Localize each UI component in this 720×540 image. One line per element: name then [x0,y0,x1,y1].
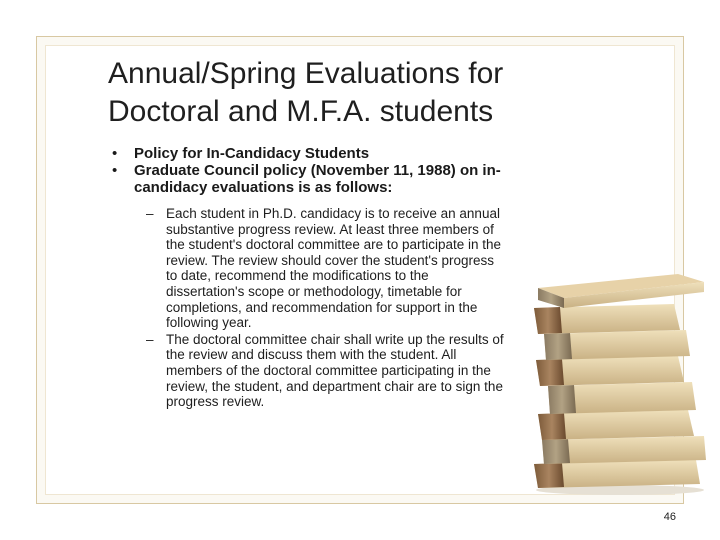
book-5 [536,356,684,386]
book-6 [544,330,690,360]
bullet-marker: • [112,145,118,162]
slide-title [108,55,578,131]
book-8 [538,274,704,308]
sub-bullet-marker: – [146,331,154,347]
bullet-item [112,145,522,162]
bullet-text: Policy for In-Candidacy Students [134,145,370,162]
book-1 [534,460,700,488]
bullet-list [112,145,522,196]
sub-bullet-text: The doctoral committee chair shall write up the results of the review and discuss them with the student. All members of the doctoral committee participating in the review, the student, and department chair are to sign the progress review. [166,331,504,410]
book-3 [538,410,694,440]
bullet-text: Graduate Council policy (November 11, 1988) on in-candidacy evaluations is as follows: [134,162,501,196]
sub-bullet-item [146,206,506,331]
title-line-1: Annual/Spring Evaluations for [108,57,504,90]
title-line-2: Doctoral and M.F.A. students [108,95,494,128]
sub-bullet-marker: – [146,206,154,221]
book-2 [542,436,706,464]
sub-bullet-list [146,206,506,411]
bullet-item [112,162,522,196]
book-4 [548,382,696,414]
sub-bullet-item [146,332,506,410]
book-stack-image [528,264,712,496]
book-7 [534,304,680,334]
page-number: 46 [663,511,676,523]
sub-bullet-text: Each student in Ph.D. candidacy is to receive an annual substantive progress review. At least three members of the student's doctoral committee are to participate in the review. The review should cover the student's progress to date, recommend the modifications to the dissertation's scope or methodology, timetable for completions, and recommendation for support in the following year. [166,206,502,331]
bullet-marker: • [112,162,118,179]
